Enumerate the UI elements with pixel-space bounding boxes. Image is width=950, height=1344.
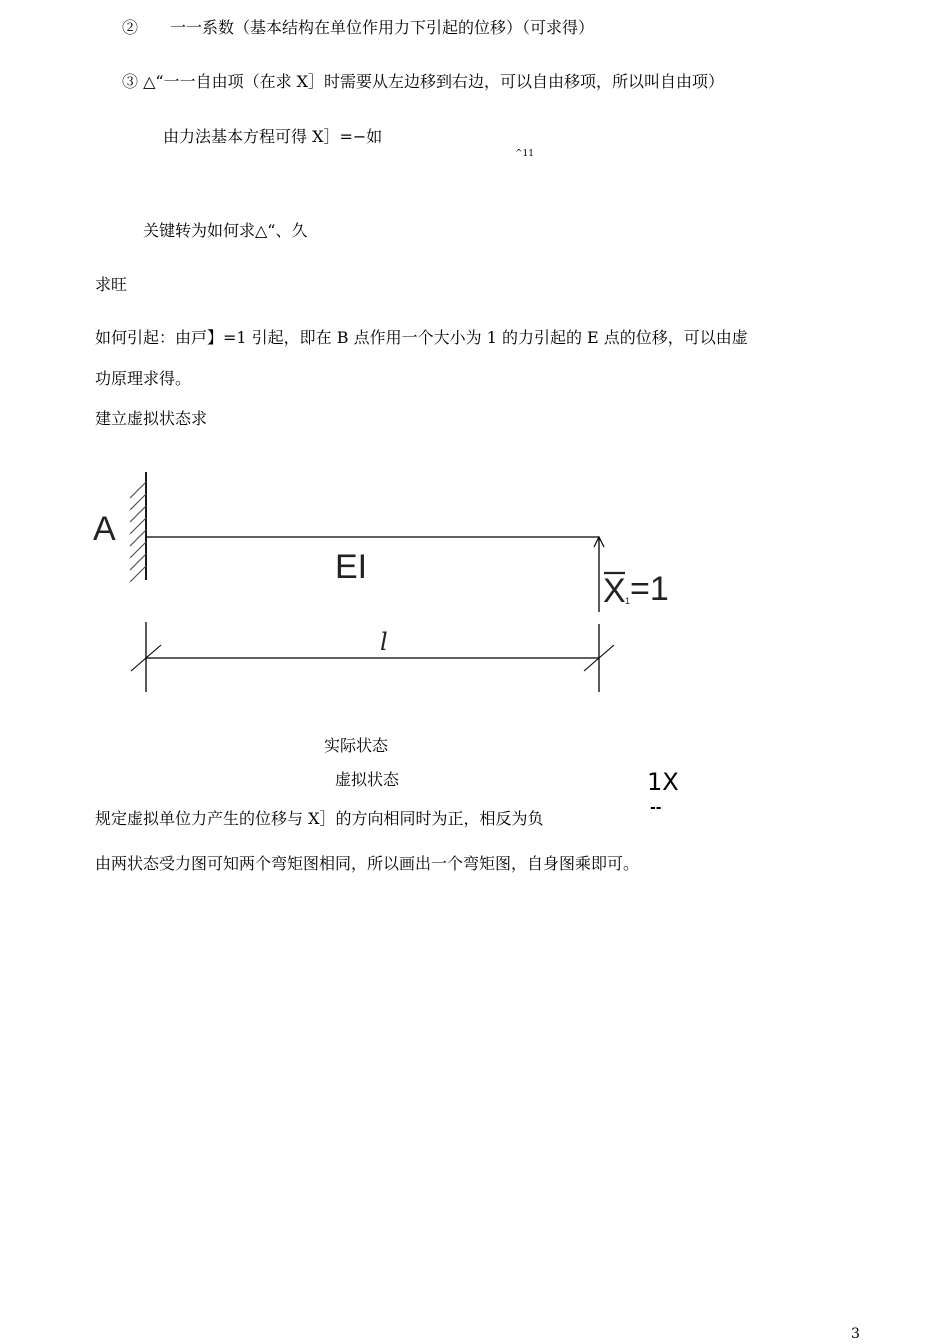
support-label: A — [93, 510, 116, 548]
rule-line: 规定虚拟单位力产生的位移与 X］的方向相同时为正，相反为负 — [95, 809, 544, 828]
equation-line: 由力法基本方程可得 X］=−如 — [163, 127, 383, 146]
beam-stiffness-label: EI — [335, 548, 368, 586]
actual-state-caption: 实际状态 — [324, 736, 389, 755]
equation-subscript: ^11 — [515, 149, 534, 159]
wall-hatching — [130, 482, 146, 582]
item2-line: ② 一一系数（基本结构在单位作用力下引起的位移）（可求得） — [122, 18, 595, 37]
how-line: 如何引起：由戸】=1 引起，即在 B 点作用一个大小为 1 的力引起的 E 点的位移，可以由虚 — [95, 328, 748, 347]
how-continuation: 功原理求得。 — [95, 369, 192, 388]
force-label: X — [603, 572, 626, 610]
length-label: l — [380, 628, 388, 656]
key-line: 关键转为如何求△“、久 — [143, 221, 308, 240]
page-number: 3 — [851, 1326, 860, 1342]
side-dash-mark: -- — [650, 800, 662, 816]
conclusion-line: 由两状态受力图可知两个弯矩图相同，所以画出一个弯矩图，自身图乘即可。 — [95, 854, 640, 873]
virtual-state-caption: 虚拟状态 — [335, 770, 400, 789]
force-subscript: 1 — [625, 596, 631, 606]
force-value: =1 — [630, 570, 669, 608]
build-line: 建立虚拟状态求 — [95, 409, 208, 428]
side-1x-label: 1X — [647, 768, 679, 796]
item3-line: ③ △“一一自由项（在求 X］时需要从左边移到右边，可以自由移项，所以叫自由项） — [122, 72, 725, 91]
seek-line: 求旺 — [95, 275, 128, 294]
